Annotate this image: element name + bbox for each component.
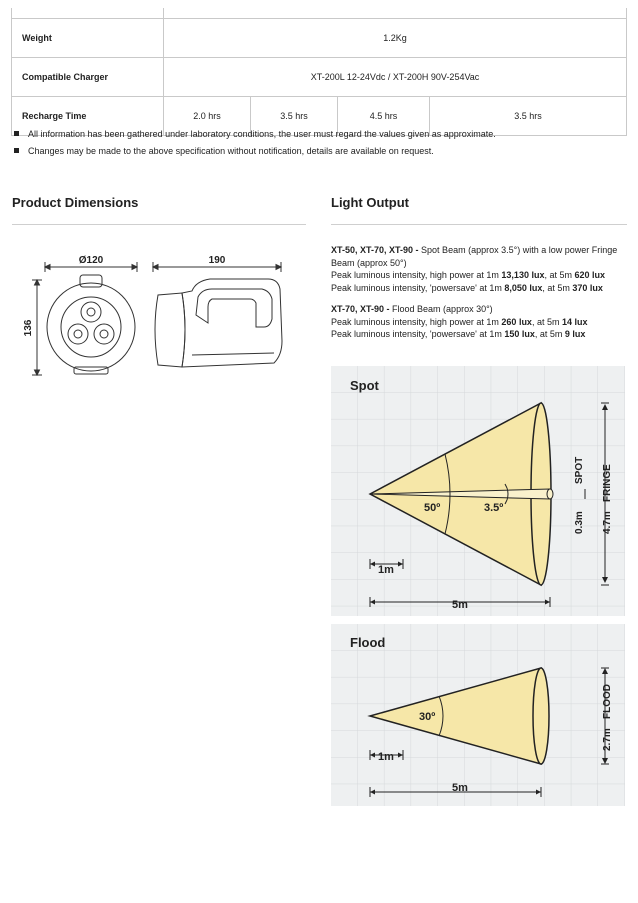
side-view-lens [155, 293, 185, 367]
lux-value: 260 lux [501, 316, 532, 327]
spot-desc: Spot Beam (approx 3.5°) with a low power Fringe Beam (approx 50°) [331, 245, 618, 268]
flood-desc: Flood Beam (approx 30°) [389, 304, 493, 314]
charger-value: XT-200L 12-24Vdc / XT-200H 90V-254Vac [164, 58, 627, 97]
text-fragment: , at 5m [544, 270, 575, 280]
front-view-body [47, 283, 135, 371]
text-fragment: , at 5m [534, 329, 565, 339]
table-row [12, 58, 627, 97]
dist-1m-label: 1m [378, 751, 394, 763]
flood-diagram-title: Flood [350, 635, 386, 650]
bullet-icon [14, 131, 19, 136]
text-fragment: Peak luminous intensity, high power at 1m [331, 316, 502, 327]
diameter-label: Ø120 [78, 255, 104, 266]
lux-value: 370 lux [572, 282, 603, 293]
dimensions-drawing [12, 245, 306, 385]
flood-models: XT-70, XT-90 - [331, 304, 390, 314]
lux-value: 9 lux [564, 329, 586, 339]
text-fragment: , at 5m [531, 316, 562, 327]
flood-high-line [331, 316, 627, 329]
list-item [14, 128, 496, 145]
height-label: 136 [23, 319, 34, 337]
fringe-label: FRINGE [602, 464, 613, 502]
spec-table [11, 18, 627, 136]
spot-save-line [331, 282, 627, 295]
spot-diagram [331, 366, 625, 616]
fringe-width-label: 4.7m [602, 511, 613, 534]
lux-value: 13,130 lux [501, 270, 545, 280]
table-top-stub [11, 0, 627, 18]
flood-label: FLOOD [602, 684, 613, 719]
dimensions-title: Product Dimensions [12, 195, 139, 210]
spot-diagram-title: Spot [350, 378, 379, 393]
dist-5m-label: 5m [452, 782, 468, 794]
light-output-title: Light Output [331, 195, 409, 210]
lux-value: 14 lux [561, 316, 588, 327]
angle-50-label: 50º [424, 502, 441, 514]
weight-value: 1.2Kg [164, 19, 627, 58]
flood-save-line [331, 328, 627, 341]
spot-models: XT-50, XT-70, XT-90 - [331, 245, 419, 255]
text-fragment: , at 5m [542, 282, 573, 293]
recharge-value: 2.0 hrs [164, 97, 251, 136]
flood-diagram [331, 624, 625, 806]
row-label-charger: Compatible Charger [12, 58, 164, 97]
list-item [14, 145, 496, 162]
spot-description [331, 244, 627, 269]
dimensions-divider [12, 224, 306, 225]
dist-5m-label: 5m [452, 599, 468, 611]
spot-label: SPOT [574, 456, 585, 484]
spot-high-line [331, 269, 627, 282]
bullet-icon [14, 148, 19, 153]
lux-value: 150 lux [504, 329, 535, 339]
text-fragment: Peak luminous intensity, 'powersave' at 1m [331, 282, 505, 293]
lux-value: 8,050 lux [504, 282, 543, 293]
flood-description [331, 303, 627, 316]
light-output-divider [331, 224, 627, 225]
light-output-text [331, 244, 627, 341]
text-fragment: Peak luminous intensity, high power at 1m [331, 270, 502, 280]
row-label-weight: Weight [12, 19, 164, 58]
dist-1m-label: 1m [378, 564, 394, 576]
recharge-value: 4.5 hrs [338, 97, 430, 136]
length-label: 190 [208, 255, 226, 266]
text-fragment: Peak luminous intensity, 'powersave' at 1m [331, 329, 505, 339]
note-text: All information has been gathered under laboratory conditions, the user must regard the values given as approximate. [28, 129, 496, 139]
note-text: Changes may be made to the above specification without notification, details are available on request. [28, 146, 434, 156]
spot-width-label: 0.3m [574, 511, 585, 534]
recharge-value: 3.5 hrs [430, 97, 627, 136]
angle-3-5-label: 3.5º [484, 502, 504, 514]
notes-list [14, 128, 496, 162]
angle-30-label: 30º [419, 711, 436, 723]
table-row [12, 19, 627, 58]
recharge-value: 3.5 hrs [251, 97, 338, 136]
flood-width-label: 2.7m [602, 728, 613, 751]
row-label-recharge: Recharge Time [12, 97, 164, 136]
lux-value: 620 lux [574, 270, 605, 280]
